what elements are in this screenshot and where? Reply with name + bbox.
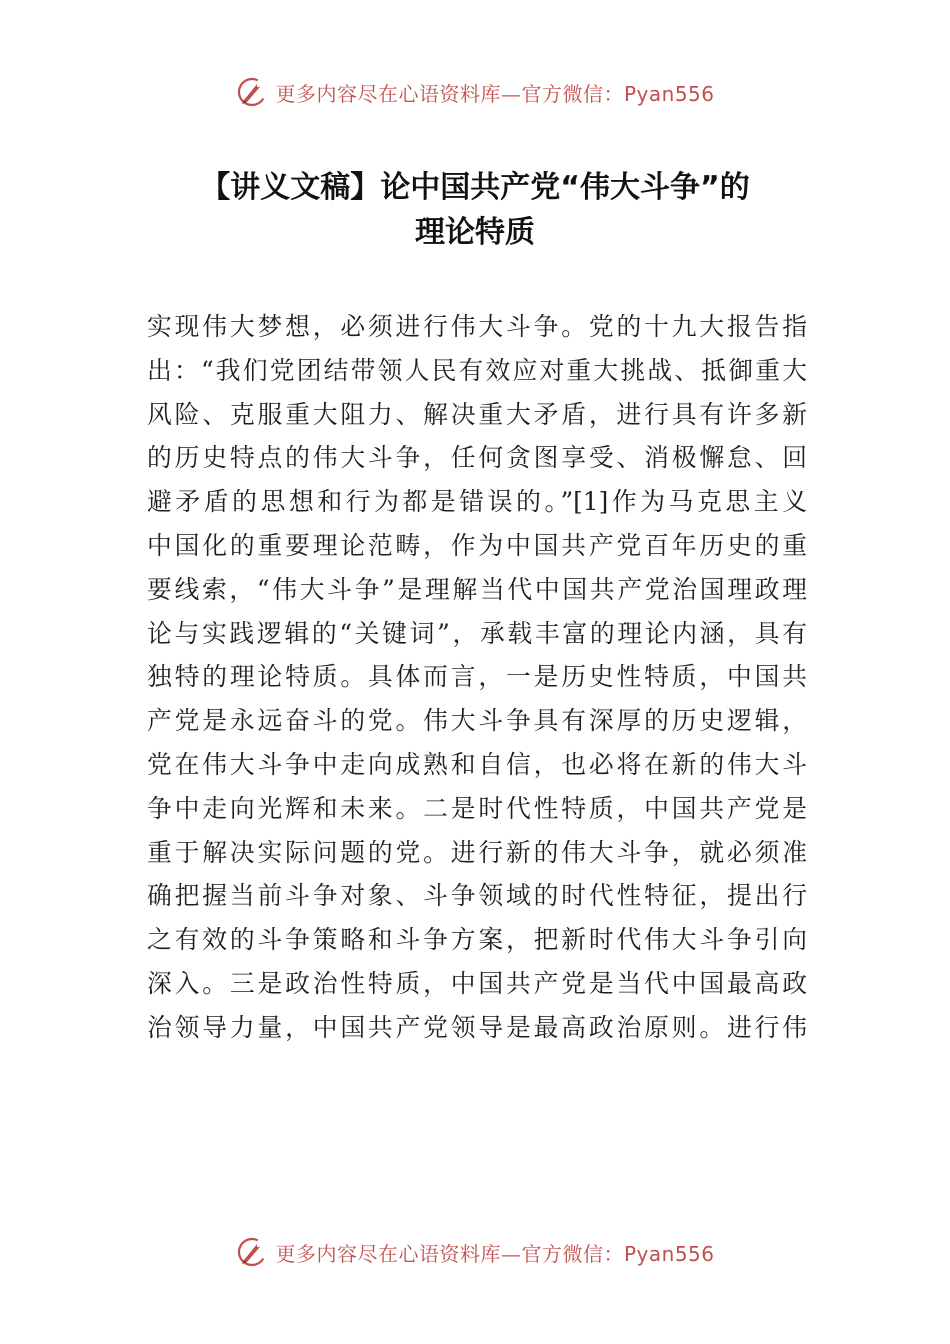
body-line: 实现伟大梦想，必须进行伟大斗争。党的十九大报告指 <box>147 312 807 341</box>
body-line: 确把握当前斗争对象、斗争领域的时代性特征，提出行 <box>147 881 807 911</box>
body-line: 之有效的斗争策略和斗争方案，把新时代伟大斗争引向 <box>147 925 807 955</box>
body-line: 重于解决实际问题的党。进行新的伟大斗争，就必须准 <box>147 837 807 867</box>
banner-text <box>275 1238 714 1267</box>
title-line-1: 【讲义文稿】论中国共产党“伟大斗争”的 <box>200 170 750 205</box>
body-line: 争中走向光辉和未来。二是时代性特质，中国共产党是 <box>147 793 807 823</box>
pen-swirl-logo-icon <box>235 75 269 109</box>
body-line: 出：“我们党团结带领人民有效应对重大挑战、抵御重大 <box>147 355 807 385</box>
body-line: 避矛盾的思想和行为都是错误的。”[1]作为马克思主义 <box>147 487 807 517</box>
title-line-2: 理论特质 <box>415 215 535 250</box>
wechat-id: Pyan556 <box>623 81 715 106</box>
body-line: 中国化的重要理论范畴，作为中国共产党百年历史的重 <box>147 530 807 560</box>
body-line: 治领导力量，中国共产党领导是最高政治原则。进行伟 <box>147 1012 807 1042</box>
footer-banner <box>0 1232 950 1272</box>
body-line: 产党是永远奋斗的党。伟大斗争具有深厚的历史逻辑， <box>147 706 807 736</box>
header-banner <box>0 72 950 112</box>
banner-caption: 更多内容尽在心语资料库—官方微信： <box>275 1241 624 1266</box>
body-line: 深入。三是政治性特质，中国共产党是当代中国最高政 <box>147 968 807 998</box>
banner-text <box>275 78 714 107</box>
body-line: 的历史特点的伟大斗争，任何贪图享受、消极懈怠、回 <box>147 443 807 473</box>
body-line: 风险、克服重大阻力、解决重大矛盾，进行具有许多新 <box>147 399 807 429</box>
body-line: 党在伟大斗争中走向成熟和自信，也必将在新的伟大斗 <box>147 749 807 779</box>
pen-swirl-logo-icon <box>235 1235 269 1269</box>
body-line: 要线索，“伟大斗争”是理解当代中国共产党治国理政理 <box>147 574 807 604</box>
body-paragraph <box>147 305 807 1050</box>
body-line: 独特的理论特质。具体而言，一是历史性特质，中国共 <box>147 662 807 692</box>
wechat-id: Pyan556 <box>623 1241 715 1266</box>
body-line: 论与实践逻辑的“关键词”，承载丰富的理论内涵，具有 <box>147 618 807 648</box>
document-title <box>100 165 850 255</box>
banner-caption: 更多内容尽在心语资料库—官方微信： <box>275 81 624 106</box>
